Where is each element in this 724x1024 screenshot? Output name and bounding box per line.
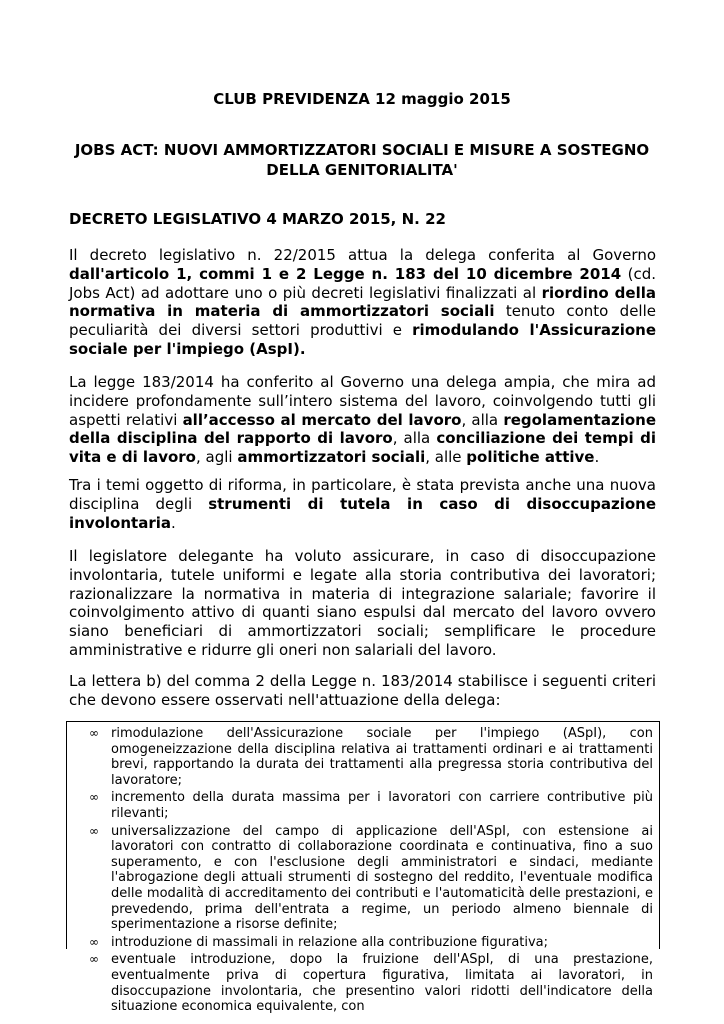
criteria-list xyxy=(67,726,659,1015)
subject-heading xyxy=(0,140,724,180)
criteria-text: universalizzazione del campo di applicazione dell'ASpI, con estensione ai lavoratori con contratto di collaborazione coordinata e continuativa, fino a suo superamento, e con l'esclusione degli amministratori e sindaci, mediante l'abrogazione degli attuali strumenti di sostegno del reddito, l'eventuale modifica delle modalità di accreditamento dei contributi e l'automaticità delle prestazioni, e prevedendo, prima dell'entrata a regime, un periodo almeno biennale di sperimentazione a risorse definite; xyxy=(111,823,653,933)
paragraph-legislator-goals: Il legislatore delegante ha voluto assicurare, in caso di disoccupazione involontaria, tutele uniformi e legate alla storia contributiva dei lavoratori; razionalizzare la normativa in materia di integrazione salariale; favorire il coinvolgimento attivo di quanti siano espulsi dal mercato del lavoro ovvero siano beneficiari di ammortizzatori sociali; semplificare le procedure amministrative e ridurre gli oneri non salariali del lavoro. xyxy=(69,547,656,659)
text-run: , agli xyxy=(195,448,238,467)
infinity-bullet-icon: ∞ xyxy=(89,934,99,949)
paragraph-law-183 xyxy=(69,373,656,467)
text-run: . xyxy=(170,513,176,532)
criteria-text: incremento della durata massima per i lavoratori con carriere contributive più rilevanti; xyxy=(111,790,653,821)
bold-run: regolamentazione della disciplina del rapporto di lavoro xyxy=(69,410,656,448)
text-run: , alla xyxy=(392,429,437,448)
section-title: DECRETO LEGISLATIVO 4 MARZO 2015, N. 22 xyxy=(69,210,446,228)
infinity-bullet-icon: ∞ xyxy=(89,823,99,838)
bold-run: politiche attive xyxy=(466,448,595,467)
bold-run: ammortizzatori sociali xyxy=(237,448,426,467)
bold-run: conciliazione dei tempi di vita e di lavoro xyxy=(69,429,656,467)
paragraph-criteria-intro: La lettera b) del comma 2 della Legge n. 183/2014 stabilisce i seguenti criteri che devono essere osservati nell'attuazione della delega: xyxy=(69,672,656,709)
criteria-text: eventuale introduzione, dopo la fruizione dell'ASpI, di una prestazione, eventualmente priva di copertura figurativa, limitata ai lavoratori, in disoccupazione involontaria, che presentino valori ridotti dell'indicatore della situazione economica equivalente, con xyxy=(111,952,653,1015)
text-run: Tra i temi oggetto di riforma, in particolare, è stata prevista anche una nuova disciplina degli xyxy=(69,476,656,513)
subject-heading-line1: JOBS ACT: NUOVI AMMORTIZZATORI SOCIALI E MISURE A SOSTEGNO xyxy=(74,141,650,159)
club-heading: CLUB PREVIDENZA 12 maggio 2015 xyxy=(213,90,511,108)
bold-run: rimodulando l'Assicurazione sociale per l'impiego (AspI). xyxy=(69,321,656,358)
infinity-bullet-icon: ∞ xyxy=(89,952,99,967)
bold-run: all’accesso al mercato del lavoro xyxy=(182,410,462,429)
criteria-item xyxy=(67,790,659,821)
bold-run: strumenti di tutela in caso di disoccupazione involontaria xyxy=(69,494,656,532)
criteria-item xyxy=(67,824,659,933)
text-run: , alla xyxy=(461,410,504,429)
infinity-bullet-icon: ∞ xyxy=(89,790,99,805)
paragraph-intro xyxy=(69,246,656,359)
text-run: La legge 183/2014 ha conferito al Governo una delega ampia, che mira ad incidere profondamente sull’intero sistema del lavoro, coinvolgendo tutti gli aspetti relativi xyxy=(69,373,656,429)
criteria-text: introduzione di massimali in relazione alla contribuzione figurativa; xyxy=(111,934,549,950)
infinity-bullet-icon: ∞ xyxy=(89,726,99,740)
paragraph-reform-themes xyxy=(69,476,656,532)
text-run: Il decreto legislativo n. 22/2015 attua la delega conferita al Governo xyxy=(69,246,656,264)
text-run: . xyxy=(594,448,600,467)
text-run: tenuto conto delle peculiarità dei diversi settori produttivi e xyxy=(69,302,656,340)
criteria-item xyxy=(67,935,659,951)
criteria-box xyxy=(66,721,660,1015)
criteria-item xyxy=(67,726,659,788)
text-run: (cd. Jobs Act) ad adottare uno o più decreti legislativi finalizzati al xyxy=(69,264,656,302)
bold-run: dall'articolo 1, commi 1 e 2 Legge n. 183 del 10 dicembre 2014 xyxy=(69,264,622,283)
criteria-item xyxy=(67,952,659,1014)
text-run: , alle xyxy=(425,448,467,467)
subject-heading-line2: DELLA GENITORIALITA' xyxy=(266,161,458,179)
bold-run: riordino della normativa in materia di ammortizzatori sociali xyxy=(69,283,656,321)
criteria-text: rimodulazione dell'Assicurazione sociale per l'impiego (ASpI), con omogeneizzazione della disciplina relativa ai trattamenti ordinari e ai trattamenti brevi, rapportando la durata dei trattamenti alla pregressa storia contributiva del lavoratore; xyxy=(111,726,653,788)
